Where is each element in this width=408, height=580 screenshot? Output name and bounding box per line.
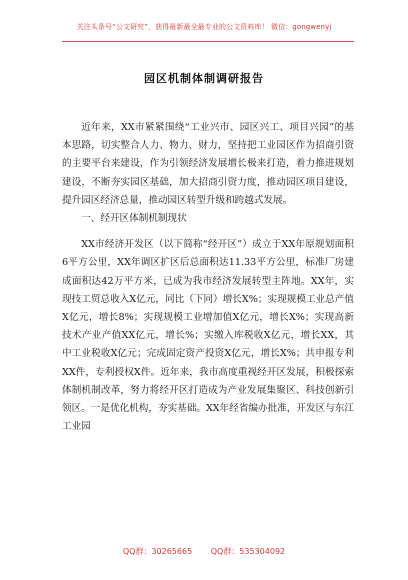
- intro-paragraph: 近年来，XX市紧紧围绕“工业兴市、园区兴工、项目兴园”的基本思路，切实整合人力、物力、财力，坚持把工业园区作为招商引资的主要平台来建设，作为引领经济发展增长极来打造，着力推进规划建设，不断夯实园区基础，加大招商引资力度，推动园区项目建设，提升园区经济总量，推动园区转型升级和跨越式发展。: [62, 122, 354, 206]
- qq-group-2: QQ群：535304092: [210, 547, 286, 556]
- header-note: 关注头条号“公文研究”，获得最新最全最专业的公文资料库！ 微信：gongwenyj: [76, 23, 332, 31]
- qq-group-1: QQ群：30265665: [122, 547, 193, 556]
- header-divider: [62, 41, 354, 42]
- document-title: 园区机制体制调研报告: [144, 72, 264, 85]
- body-paragraph: XX市经济开发区（以下简称“经开区”）成立于XX年原规划面积6平方公里，XX年调区扩区后总面积达11.33平方公里，标准厂房建成面积达42万平方米，已成为我市经济发展转型主阵地。XX年，实现技工贸总收入X亿元，同比（下同）增长X%；实现规模工业总产值X亿元，增长8%；实现规模工业增加值X亿元，增长X%；实现高新技术产业产值XX亿元，增长%；实缴入库税收X亿元，增长XX，其中工业税收X亿元；完成固定资产投资X亿元，增长X%；共申报专利XX件，专利授权X件。近年来，我市高度重视经开区发展，积极探索体制机制改革，努力将经开区打造成为产业发展集聚区、科技创新引领区。一是优化机构，夯实基础。XX年经省编办批准，开发区与东江工业园: [62, 239, 354, 433]
- footer-contact: [0, 546, 408, 557]
- section-heading: 一、经开区体制机制现状: [81, 213, 187, 225]
- document-body: [62, 119, 354, 436]
